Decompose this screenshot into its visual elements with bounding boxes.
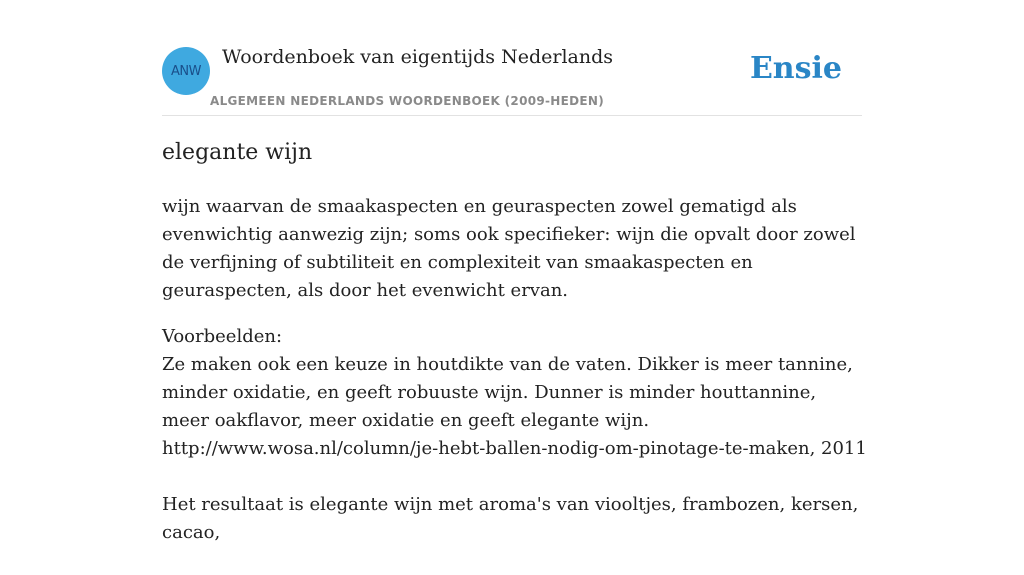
example-item — [162, 491, 867, 547]
ensie-brand-logo[interactable]: Ensie — [749, 51, 842, 86]
dictionary-header — [162, 0, 862, 116]
entry-term: elegante wijn — [162, 140, 313, 165]
examples-section — [162, 323, 867, 575]
anw-logo[interactable] — [162, 47, 210, 95]
entry-definition: wijn waarvan de smaakaspecten en geuraspecten zowel gematigd als evenwichtig aanwezig zijn; soms ook specifieker: wijn die opvalt door zowel de verfijning of subtiliteit en complexiteit van smaakaspecten en geuraspecten, als door het evenwicht ervan. — [162, 196, 856, 301]
examples-label: Voorbeelden: — [162, 326, 283, 347]
dictionary-subtitle: ALGEMEEN NEDERLANDS WOORDENBOEK (2009-HEDEN) — [210, 94, 605, 108]
logo-text: ANW — [171, 63, 201, 79]
dictionary-title[interactable]: Woordenboek van eigentijds Nederlands — [222, 46, 614, 68]
example-item — [162, 351, 867, 463]
example-text: Ze maken ook een keuze in houtdikte van de vaten. Dikker is meer tannine, minder oxidatie, en geeft robuuste wijn. Dunner is minder houttannine, meer oakflavor, meer oxidatie en geeft elegante wijn. — [162, 354, 853, 431]
example-text: Het resultaat is elegante wijn met aroma's van viooltjes, frambozen, kersen, cacao, — [162, 494, 859, 543]
example-source: http://www.wosa.nl/column/je-hebt-ballen-nodig-om-pinotage-te-maken, 2011 — [162, 438, 867, 459]
entry-card — [162, 0, 867, 543]
